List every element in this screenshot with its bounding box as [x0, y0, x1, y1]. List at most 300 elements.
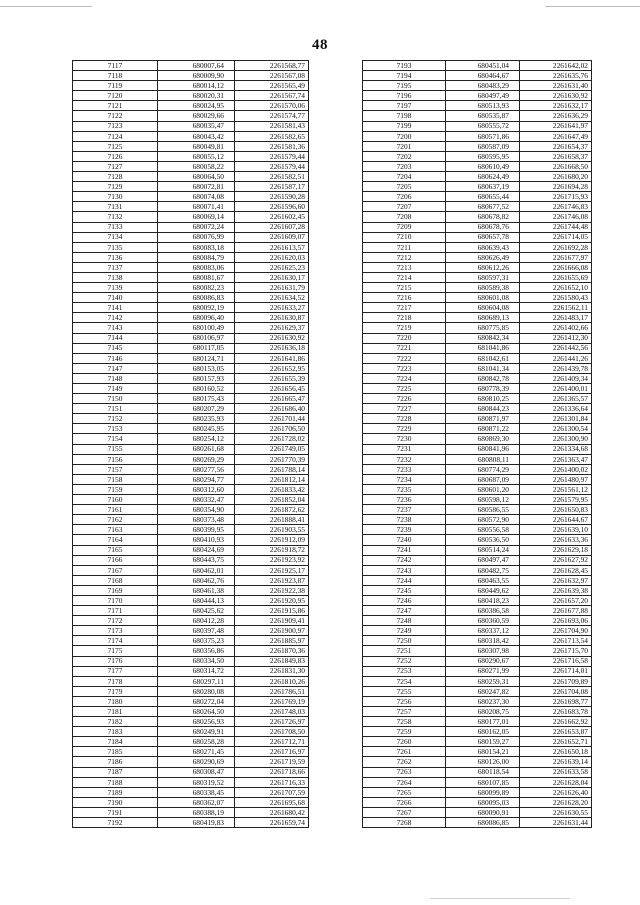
- x-coordinate-cell: 680419,83: [158, 818, 235, 828]
- point-number-cell: 7248: [363, 616, 446, 626]
- point-number-cell: 7123: [73, 121, 158, 131]
- y-coordinate-cell: 2261565,49: [235, 81, 309, 91]
- table-row: [363, 545, 592, 555]
- point-number-cell: 7193: [363, 61, 446, 71]
- x-coordinate-cell: 680245,95: [158, 424, 235, 434]
- table-row: [73, 232, 309, 242]
- x-coordinate-cell: 680637,19: [446, 182, 520, 192]
- table-row: [73, 545, 309, 555]
- y-coordinate-cell: 2261650,83: [520, 505, 592, 515]
- point-number-cell: 7166: [73, 555, 158, 565]
- y-coordinate-cell: 2261833,42: [235, 484, 309, 494]
- table-row: [73, 71, 309, 81]
- point-number-cell: 7262: [363, 757, 446, 767]
- point-number-cell: 7150: [73, 394, 158, 404]
- table-row: [73, 151, 309, 161]
- point-number-cell: 7184: [73, 737, 158, 747]
- x-coordinate-cell: 680126,00: [446, 757, 520, 767]
- table-row: [363, 727, 592, 737]
- y-coordinate-cell: 2261562,11: [520, 303, 592, 313]
- x-coordinate-cell: 680290,67: [446, 656, 520, 666]
- x-coordinate-cell: 680451,04: [446, 61, 520, 71]
- x-coordinate-cell: 680072,81: [158, 182, 235, 192]
- x-coordinate-cell: 680871,97: [446, 414, 520, 424]
- point-number-cell: 7210: [363, 232, 446, 242]
- x-coordinate-cell: 680312,60: [158, 484, 235, 494]
- x-coordinate-cell: 680318,42: [446, 636, 520, 646]
- coordinates-table-left: [72, 60, 309, 828]
- table-row: [363, 575, 592, 585]
- y-coordinate-cell: 2261641,86: [235, 353, 309, 363]
- point-number-cell: 7199: [363, 121, 446, 131]
- point-number-cell: 7129: [73, 182, 158, 192]
- x-coordinate-cell: 680076,99: [158, 232, 235, 242]
- table-row: [363, 262, 592, 272]
- point-number-cell: 7148: [73, 373, 158, 383]
- table-row: [363, 283, 592, 293]
- x-coordinate-cell: 680319,52: [158, 777, 235, 787]
- y-coordinate-cell: 2261716,97: [235, 747, 309, 757]
- table-row: [363, 777, 592, 787]
- table-row: [363, 555, 592, 565]
- y-coordinate-cell: 2261715,93: [520, 192, 592, 202]
- table-row: [73, 777, 309, 787]
- table-row: [73, 81, 309, 91]
- y-coordinate-cell: 2261744,48: [520, 222, 592, 232]
- x-coordinate-cell: 680009,90: [158, 71, 235, 81]
- x-coordinate-cell: 680513,93: [446, 101, 520, 111]
- x-coordinate-cell: 680677,52: [446, 202, 520, 212]
- table-row: [73, 111, 309, 121]
- point-number-cell: 7119: [73, 81, 158, 91]
- y-coordinate-cell: 2261620,03: [235, 252, 309, 262]
- x-coordinate-cell: 680297,11: [158, 676, 235, 686]
- table-row: [363, 394, 592, 404]
- y-coordinate-cell: 2261630,17: [235, 272, 309, 282]
- table-row: [73, 757, 309, 767]
- y-coordinate-cell: 2261630,92: [235, 333, 309, 343]
- table-row: [73, 363, 309, 373]
- point-number-cell: 7246: [363, 595, 446, 605]
- y-coordinate-cell: 2261613,57: [235, 242, 309, 252]
- table-row: [363, 212, 592, 222]
- table-row: [73, 121, 309, 131]
- y-coordinate-cell: 2261812,14: [235, 474, 309, 484]
- y-coordinate-cell: 2261590,28: [235, 192, 309, 202]
- x-coordinate-cell: 680338,45: [158, 787, 235, 797]
- y-coordinate-cell: 2261707,59: [235, 787, 309, 797]
- y-coordinate-cell: 2261633,58: [520, 767, 592, 777]
- x-coordinate-cell: 680124,71: [158, 353, 235, 363]
- y-coordinate-cell: 2261655,39: [235, 373, 309, 383]
- table-row: [73, 636, 309, 646]
- table-row: [363, 535, 592, 545]
- y-coordinate-cell: 2261635,76: [520, 71, 592, 81]
- table-row: [363, 121, 592, 131]
- point-number-cell: 7264: [363, 777, 446, 787]
- x-coordinate-cell: 680810,25: [446, 394, 520, 404]
- x-coordinate-cell: 680208,75: [446, 707, 520, 717]
- point-number-cell: 7245: [363, 585, 446, 595]
- point-number-cell: 7122: [73, 111, 158, 121]
- x-coordinate-cell: 680264,50: [158, 707, 235, 717]
- point-number-cell: 7195: [363, 81, 446, 91]
- y-coordinate-cell: 2261642,02: [520, 61, 592, 71]
- table-row: [73, 595, 309, 605]
- point-number-cell: 7164: [73, 535, 158, 545]
- table-row: [363, 333, 592, 343]
- point-number-cell: 7190: [73, 797, 158, 807]
- y-coordinate-cell: 2261654,37: [520, 141, 592, 151]
- y-coordinate-cell: 2261652,95: [235, 363, 309, 373]
- table-row: [73, 161, 309, 171]
- y-coordinate-cell: 2261400,01: [520, 384, 592, 394]
- y-coordinate-cell: 2261918,72: [235, 545, 309, 555]
- x-coordinate-cell: 680259,31: [446, 676, 520, 686]
- table-row: [363, 252, 592, 262]
- y-coordinate-cell: 2261581,43: [235, 121, 309, 131]
- x-coordinate-cell: 680536,50: [446, 535, 520, 545]
- x-coordinate-cell: 680175,43: [158, 394, 235, 404]
- point-number-cell: 7194: [363, 71, 446, 81]
- table-row: [73, 272, 309, 282]
- x-coordinate-cell: 680601,08: [446, 293, 520, 303]
- table-row: [363, 595, 592, 605]
- table-row: [73, 242, 309, 252]
- y-coordinate-cell: 2261634,52: [235, 293, 309, 303]
- y-coordinate-cell: 2261607,28: [235, 222, 309, 232]
- point-number-cell: 7176: [73, 656, 158, 666]
- x-coordinate-cell: 680095,03: [446, 797, 520, 807]
- point-number-cell: 7196: [363, 91, 446, 101]
- table-row: [73, 505, 309, 515]
- x-coordinate-cell: 680871,22: [446, 424, 520, 434]
- x-coordinate-cell: 680086,83: [158, 293, 235, 303]
- y-coordinate-cell: 2261714,01: [520, 666, 592, 676]
- point-number-cell: 7198: [363, 111, 446, 121]
- x-coordinate-cell: 680375,23: [158, 636, 235, 646]
- table-row: [363, 434, 592, 444]
- x-coordinate-cell: 680084,79: [158, 252, 235, 262]
- x-coordinate-cell: 680247,82: [446, 686, 520, 696]
- x-coordinate-cell: 680373,48: [158, 515, 235, 525]
- y-coordinate-cell: 2261659,74: [235, 818, 309, 828]
- y-coordinate-cell: 2261920,95: [235, 595, 309, 605]
- y-coordinate-cell: 2261567,08: [235, 71, 309, 81]
- point-number-cell: 7149: [73, 384, 158, 394]
- point-number-cell: 7145: [73, 343, 158, 353]
- table-row: [73, 616, 309, 626]
- x-coordinate-cell: 680535,87: [446, 111, 520, 121]
- table-row: [73, 202, 309, 212]
- y-coordinate-cell: 2261632,97: [520, 575, 592, 585]
- point-number-cell: 7207: [363, 202, 446, 212]
- table-row: [363, 807, 592, 817]
- x-coordinate-cell: 680207,29: [158, 404, 235, 414]
- table-row: [363, 91, 592, 101]
- table-row: [73, 535, 309, 545]
- x-coordinate-cell: 680271,99: [446, 666, 520, 676]
- point-number-cell: 7209: [363, 222, 446, 232]
- y-coordinate-cell: 2261628,20: [520, 797, 592, 807]
- table-row: [363, 606, 592, 616]
- table-row: [363, 666, 592, 676]
- point-number-cell: 7134: [73, 232, 158, 242]
- x-coordinate-cell: 680555,72: [446, 121, 520, 131]
- point-number-cell: 7141: [73, 303, 158, 313]
- table-row: [363, 484, 592, 494]
- table-row: [73, 252, 309, 262]
- x-coordinate-cell: 680294,77: [158, 474, 235, 484]
- y-coordinate-cell: 2261568,77: [235, 61, 309, 71]
- x-coordinate-cell: 680386,58: [446, 606, 520, 616]
- table-row: [73, 686, 309, 696]
- x-coordinate-cell: 680362,07: [158, 797, 235, 807]
- point-number-cell: 7236: [363, 495, 446, 505]
- point-number-cell: 7177: [73, 666, 158, 676]
- x-coordinate-cell: 680841,96: [446, 444, 520, 454]
- table-row: [73, 676, 309, 686]
- y-coordinate-cell: 2261770,39: [235, 454, 309, 464]
- table-row: [363, 151, 592, 161]
- x-coordinate-cell: 680254,12: [158, 434, 235, 444]
- point-number-cell: 7187: [73, 767, 158, 777]
- y-coordinate-cell: 2261582,51: [235, 172, 309, 182]
- y-coordinate-cell: 2261912,09: [235, 535, 309, 545]
- point-number-cell: 7226: [363, 394, 446, 404]
- point-number-cell: 7257: [363, 707, 446, 717]
- point-number-cell: 7125: [73, 141, 158, 151]
- table-row: [363, 737, 592, 747]
- point-number-cell: 7239: [363, 525, 446, 535]
- table-row: [363, 636, 592, 646]
- point-number-cell: 7142: [73, 313, 158, 323]
- y-coordinate-cell: 2261655,69: [520, 272, 592, 282]
- table-row: [73, 646, 309, 656]
- y-coordinate-cell: 2261885,97: [235, 636, 309, 646]
- y-coordinate-cell: 2261441,26: [520, 353, 592, 363]
- table-row: [73, 454, 309, 464]
- x-coordinate-cell: 680157,93: [158, 373, 235, 383]
- table-row: [363, 232, 592, 242]
- point-number-cell: 7130: [73, 192, 158, 202]
- point-number-cell: 7232: [363, 454, 446, 464]
- table-row: [363, 293, 592, 303]
- point-number-cell: 7168: [73, 575, 158, 585]
- point-number-cell: 7160: [73, 495, 158, 505]
- x-coordinate-cell: 680612,26: [446, 262, 520, 272]
- point-number-cell: 7206: [363, 192, 446, 202]
- point-number-cell: 7170: [73, 595, 158, 605]
- x-coordinate-cell: 680159,27: [446, 737, 520, 747]
- y-coordinate-cell: 2261627,92: [520, 555, 592, 565]
- x-coordinate-cell: 680657,78: [446, 232, 520, 242]
- x-coordinate-cell: 680869,30: [446, 434, 520, 444]
- y-coordinate-cell: 2261633,36: [520, 535, 592, 545]
- y-coordinate-cell: 2261639,10: [520, 525, 592, 535]
- point-number-cell: 7212: [363, 252, 446, 262]
- table-row: [73, 575, 309, 585]
- table-row: [363, 454, 592, 464]
- x-coordinate-cell: 680035,47: [158, 121, 235, 131]
- x-coordinate-cell: 680463,55: [446, 575, 520, 585]
- x-coordinate-cell: 680601,20: [446, 484, 520, 494]
- point-number-cell: 7221: [363, 343, 446, 353]
- y-coordinate-cell: 2261909,41: [235, 616, 309, 626]
- point-number-cell: 7146: [73, 353, 158, 363]
- table-row: [73, 626, 309, 636]
- x-coordinate-cell: 680443,75: [158, 555, 235, 565]
- point-number-cell: 7128: [73, 172, 158, 182]
- table-row: [73, 313, 309, 323]
- x-coordinate-cell: 680334,50: [158, 656, 235, 666]
- y-coordinate-cell: 2261647,49: [520, 131, 592, 141]
- table-row: [363, 525, 592, 535]
- table-row: [363, 696, 592, 706]
- table-row: [73, 565, 309, 575]
- y-coordinate-cell: 2261704,08: [520, 686, 592, 696]
- point-number-cell: 7215: [363, 283, 446, 293]
- table-row: [73, 525, 309, 535]
- point-number-cell: 7218: [363, 313, 446, 323]
- point-number-cell: 7242: [363, 555, 446, 565]
- table-row: [363, 303, 592, 313]
- table-row: [73, 767, 309, 777]
- y-coordinate-cell: 2261602,45: [235, 212, 309, 222]
- y-coordinate-cell: 2261628,45: [520, 565, 592, 575]
- point-number-cell: 7118: [73, 71, 158, 81]
- table-row: [363, 192, 592, 202]
- point-number-cell: 7189: [73, 787, 158, 797]
- table-row: [73, 484, 309, 494]
- x-coordinate-cell: 680610,49: [446, 161, 520, 171]
- x-coordinate-cell: 680774,29: [446, 464, 520, 474]
- page-number: 48: [312, 37, 328, 53]
- y-coordinate-cell: 2261628,04: [520, 777, 592, 787]
- table-row: [363, 141, 592, 151]
- y-coordinate-cell: 2261900,97: [235, 626, 309, 636]
- y-coordinate-cell: 2261665,47: [235, 394, 309, 404]
- table-row: [73, 434, 309, 444]
- x-coordinate-cell: 680425,62: [158, 606, 235, 616]
- point-number-cell: 7237: [363, 505, 446, 515]
- x-coordinate-cell: 680778,39: [446, 384, 520, 394]
- table-row: [363, 626, 592, 636]
- table-row: [363, 373, 592, 383]
- x-coordinate-cell: 680388,19: [158, 807, 235, 817]
- table-row: [363, 747, 592, 757]
- table-row: [363, 313, 592, 323]
- x-coordinate-cell: 680024,95: [158, 101, 235, 111]
- point-number-cell: 7165: [73, 545, 158, 555]
- y-coordinate-cell: 2261677,88: [520, 606, 592, 616]
- y-coordinate-cell: 2261903,55: [235, 525, 309, 535]
- table-row: [363, 565, 592, 575]
- y-coordinate-cell: 2261749,05: [235, 444, 309, 454]
- y-coordinate-cell: 2261726,97: [235, 717, 309, 727]
- x-coordinate-cell: 680090,91: [446, 807, 520, 817]
- y-coordinate-cell: 2261709,89: [520, 676, 592, 686]
- y-coordinate-cell: 2261923,87: [235, 575, 309, 585]
- table-row: [363, 363, 592, 373]
- y-coordinate-cell: 2261680,42: [235, 807, 309, 817]
- y-coordinate-cell: 2261693,06: [520, 616, 592, 626]
- x-coordinate-cell: 680482,75: [446, 565, 520, 575]
- x-coordinate-cell: 680029,66: [158, 111, 235, 121]
- y-coordinate-cell: 2261657,20: [520, 595, 592, 605]
- point-number-cell: 7180: [73, 696, 158, 706]
- y-coordinate-cell: 2261652,10: [520, 283, 592, 293]
- y-coordinate-cell: 2261716,33: [235, 777, 309, 787]
- x-coordinate-cell: 680014,12: [158, 81, 235, 91]
- y-coordinate-cell: 2261788,14: [235, 464, 309, 474]
- x-coordinate-cell: 680314,72: [158, 666, 235, 676]
- y-coordinate-cell: 2261334,68: [520, 444, 592, 454]
- table-row: [363, 323, 592, 333]
- top-rule-right: [545, 6, 640, 7]
- point-number-cell: 7127: [73, 161, 158, 171]
- table-row: [363, 757, 592, 767]
- point-number-cell: 7178: [73, 676, 158, 686]
- point-number-cell: 7185: [73, 747, 158, 757]
- point-number-cell: 7250: [363, 636, 446, 646]
- x-coordinate-cell: 680307,98: [446, 646, 520, 656]
- point-number-cell: 7241: [363, 545, 446, 555]
- y-coordinate-cell: 2261701,44: [235, 414, 309, 424]
- x-coordinate-cell: 680290,69: [158, 757, 235, 767]
- point-number-cell: 7147: [73, 363, 158, 373]
- x-coordinate-cell: 680604,08: [446, 303, 520, 313]
- point-number-cell: 7192: [73, 818, 158, 828]
- point-number-cell: 7126: [73, 151, 158, 161]
- table-row: [363, 384, 592, 394]
- table-row: [363, 161, 592, 171]
- y-coordinate-cell: 2261653,87: [520, 727, 592, 737]
- table-row: [73, 444, 309, 454]
- point-number-cell: 7224: [363, 373, 446, 383]
- x-coordinate-cell: 680556,58: [446, 525, 520, 535]
- y-coordinate-cell: 2261713,54: [520, 636, 592, 646]
- y-coordinate-cell: 2261810,26: [235, 676, 309, 686]
- point-number-cell: 7171: [73, 606, 158, 616]
- x-coordinate-cell: 680092,19: [158, 303, 235, 313]
- x-coordinate-cell: 680043,42: [158, 131, 235, 141]
- y-coordinate-cell: 2261442,56: [520, 343, 592, 353]
- point-number-cell: 7159: [73, 484, 158, 494]
- table-row: [363, 676, 592, 686]
- y-coordinate-cell: 2261786,51: [235, 686, 309, 696]
- y-coordinate-cell: 2261746,83: [520, 202, 592, 212]
- y-coordinate-cell: 2261695,68: [235, 797, 309, 807]
- point-number-cell: 7138: [73, 272, 158, 282]
- x-coordinate-cell: 681041,34: [446, 363, 520, 373]
- x-coordinate-cell: 680071,41: [158, 202, 235, 212]
- table-row: [363, 111, 592, 121]
- y-coordinate-cell: 2261574,77: [235, 111, 309, 121]
- y-coordinate-cell: 2261400,02: [520, 464, 592, 474]
- y-coordinate-cell: 2261561,12: [520, 484, 592, 494]
- point-number-cell: 7202: [363, 151, 446, 161]
- point-number-cell: 7201: [363, 141, 446, 151]
- x-coordinate-cell: 680624,49: [446, 172, 520, 182]
- point-number-cell: 7179: [73, 686, 158, 696]
- x-coordinate-cell: 680571,86: [446, 131, 520, 141]
- table-row: [363, 71, 592, 81]
- y-coordinate-cell: 2261631,44: [520, 818, 592, 828]
- point-number-cell: 7225: [363, 384, 446, 394]
- x-coordinate-cell: 680412,28: [158, 616, 235, 626]
- table-row: [73, 707, 309, 717]
